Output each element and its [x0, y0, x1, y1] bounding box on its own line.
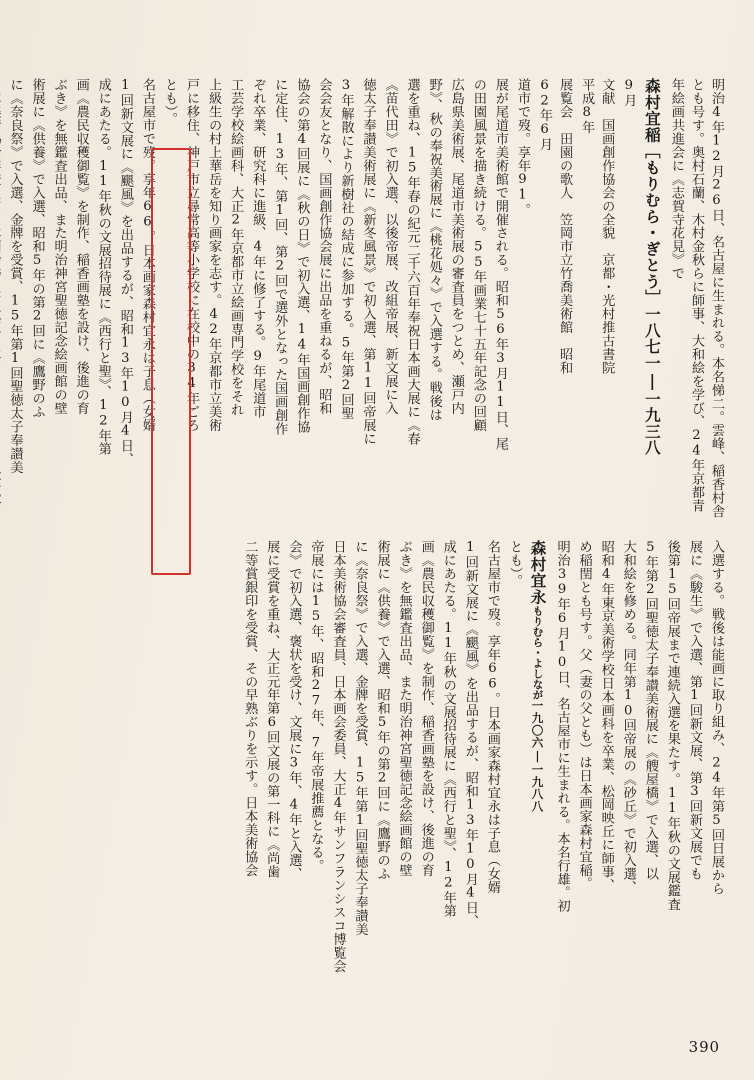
- column-6: 協会の第4回展に《秋の日》で初入選、14年国画創作協: [294, 78, 310, 434]
- column-r12: 名古屋市で歿。享年66。日本画家森村宜永は子息（女婿: [139, 78, 155, 432]
- column-12: 野》、秋の奉祝美術展に《桃花処々》で入選する。戦後は: [426, 78, 442, 422]
- column-l11: 1回新文展に《颶風》を出品するが、昭和13年10月4日、: [462, 540, 478, 928]
- column-bibliography-cont: 9月: [621, 78, 637, 107]
- column-l12: 名古屋市で歿。享年66。日本画家森村宜永は子息（女婿: [484, 540, 500, 894]
- column-l5: 日本美術協会審査員、日本画会委員、大正4年サンフランシスコ博覧会: [330, 540, 346, 973]
- column-l4: 帝展には15年、昭和27年、7年帝展推薦となる。: [308, 540, 324, 873]
- column-l13: とも）。: [506, 540, 522, 588]
- column-11: 選を重ね、15年春の紀元二千六百年奉祝日本画大展に《春: [404, 78, 420, 446]
- column-y1: 明治39年6月10日、名古屋市に生まれる。本名行雄。初: [554, 540, 570, 913]
- column-3: 工芸学校絵画科、大正2年京都市立絵画専門学校をそれ: [228, 78, 244, 417]
- column-r13: とも）。: [161, 78, 177, 126]
- column-r8: ぶき》を無鑑査出品、また明治神宮聖徳記念絵画館の壁: [51, 78, 67, 415]
- upper-columns: [0, 78, 726, 518]
- column-bibliography: 文献 国画創作協会の全貌 京都・光村推古書院 平成8年: [579, 78, 615, 388]
- column-l3: 会》で初入選、褒状を受け、文展に3年、4年と入選、: [286, 540, 302, 881]
- column-4: ぞれ卒業、研究科に進級、4年に修了する。9年尾道市: [250, 78, 266, 419]
- entry-headword-morimura-gito: 森村宜稲［もりむら・ぎとう］一八七一|一九三八: [642, 78, 662, 456]
- column-r6: に《奈良祭》で入選、金牌を受賞、15年第1回聖徳太子奉讃美: [7, 78, 23, 474]
- column-13: 広島県美術展、尾道市美術展の審査員をつとめ、瀬戸内: [448, 78, 464, 415]
- column-l1: 二等賞銀印を受賞、その早熟ぶりを示す。日本美術協会: [242, 540, 258, 877]
- column-l7: 術展に《供養》で入選、昭和5年の第2回に《鷹野のふ: [374, 540, 390, 881]
- column-y3: 昭和4年東京美術学校日本画科を卒業、松岡映丘に師事、: [598, 540, 614, 892]
- column-l10: 成にあたる。11年秋の文展招待展に《西行と聖》、12年第: [440, 540, 456, 918]
- column-r10: 成にあたる。11年秋の文展招待展に《西行と聖》、12年第: [95, 78, 111, 456]
- column-r7: 術展に《供養》で入選、昭和5年の第2回に《鷹野のふ: [29, 78, 45, 419]
- column-7: 会会友となり、国画創作協会展に出品を重ねるが、昭和: [316, 78, 332, 415]
- column-9: 徳太子奉讃美術展に《新冬風景》で初入選、第11回帝展に: [360, 78, 376, 446]
- column-8: 3年解散により新樹社の結成に参加する。5年第2回聖: [338, 78, 354, 420]
- column-l8: ぶき》を無鑑査出品、また明治神宮聖徳記念絵画館の壁: [396, 540, 412, 877]
- lower-article-region: [28, 540, 726, 1020]
- lower-columns: [237, 540, 726, 1020]
- upper-article-region: [7, 78, 726, 518]
- column-y5: 5年第2回聖徳太子奉讃美術展に《艘屋橋》で入選、以: [642, 540, 658, 881]
- column-y6: 後第15回帝展まで連続入選を果たす。11年秋の文展鑑査: [664, 540, 680, 911]
- column-r5: [0, 78, 2, 518]
- column-exhibition: 展覧会 田園の歌人 笠岡市立竹喬美術館 昭和62年6月: [537, 78, 573, 375]
- column-y7: 展に《駿生》で入選、第1回新文展、第3回新文展でも: [686, 540, 702, 881]
- column-r11: 1回新文展に《颶風》を出品するが、昭和13年10月4日、: [117, 78, 133, 466]
- column-14: の田園風景を描き続ける。55年画業七十五年記念の回顧: [470, 78, 486, 432]
- column-5: に定住、13年、第1回、第2回で選外となった国画創作: [272, 78, 288, 436]
- column-15: 展が尾道市美術館で開催される。昭和56年3月11日、尾: [492, 78, 508, 451]
- column-y4: 大和絵を修める。同年第10回帝展の《砂丘》で初入選、: [620, 540, 636, 894]
- column-y8: 入選する。戦後は能画に取り組み、24年第5回日展から: [709, 540, 724, 896]
- column-l6: に《奈良祭》で入選、金牌を受賞、15年第1回聖徳太子奉讃美: [352, 540, 368, 936]
- entry-headword-morimura-yoshinaga: [526, 540, 550, 1020]
- column-r9: 画《農民収穫御覧》を制作、稲香画塾を設け、後進の育: [73, 78, 89, 415]
- column-l9: 画《農民収穫御覧》を制作、稲香画塾を設け、後進の育: [418, 540, 434, 877]
- entry-body-morimura-gito: 明治4年12月26日、名古屋に生まれる。本名悌二。雲峰、稲香村舎とも号す。奥村石蘭、木村金秋らに師事、大和絵を学び、24年京都青年絵画共進会に《志賀寺花見》で: [668, 78, 724, 518]
- column-2: 上級生の村上華岳を知り画家を志す。42年京都市立美術: [206, 78, 222, 432]
- page-number: 390: [688, 1038, 720, 1056]
- headword-dates: 一九〇六|一九八八: [530, 699, 545, 813]
- column-y2: め稲閏とも号す。父（妻の父とも）は日本画家森村宜稲。: [576, 540, 592, 891]
- column-l2: 展に受賞を重ね、大正元年第6回文展の第一科に《尚歯: [264, 540, 280, 879]
- column-16: 道市で歿。享年91。: [514, 78, 530, 217]
- headword-reading: もりむら・よしなが: [531, 605, 544, 700]
- column-1: 戸に移住、神戸市立尋常高等小学校に在校中の34年ごろ: [184, 78, 200, 432]
- column-10: 《苗代田》で初入選、以後帝展、改組帝展、新文展に入: [382, 78, 398, 415]
- headword-text: 森村宜永: [528, 540, 548, 606]
